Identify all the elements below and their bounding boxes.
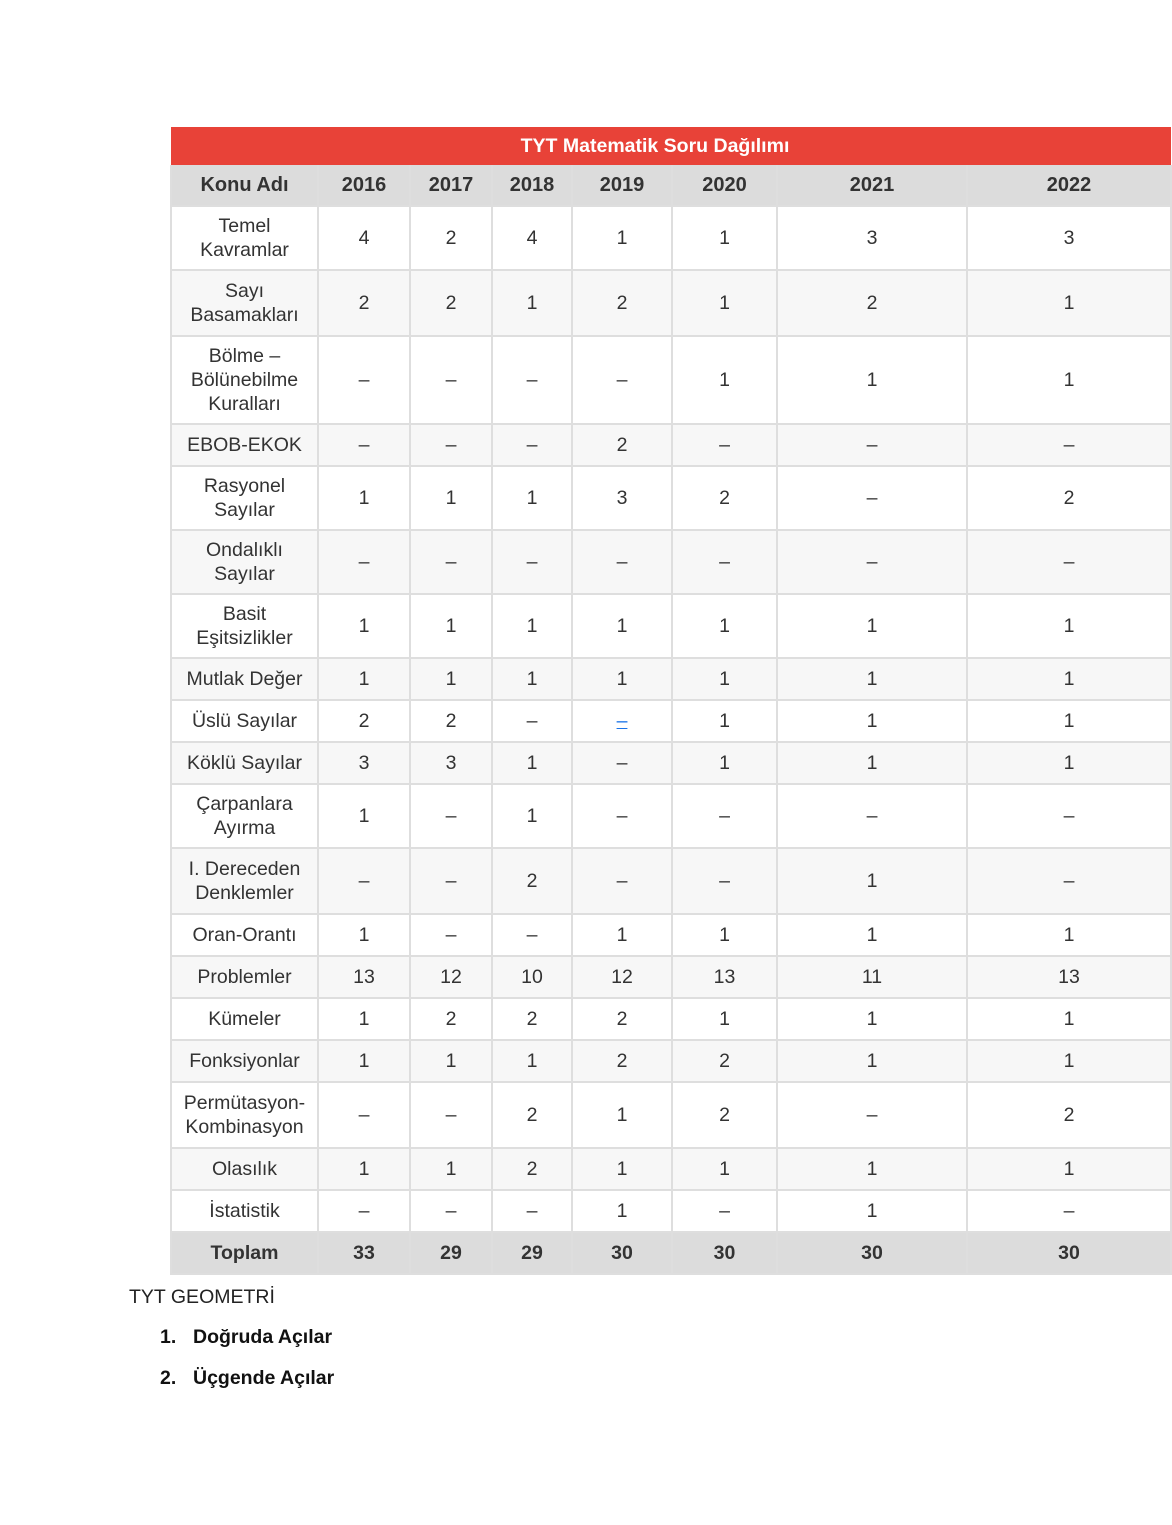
question-count-cell: 1: [777, 998, 967, 1040]
question-count-cell: 1: [572, 206, 672, 270]
question-count-cell: –: [777, 424, 967, 466]
question-count-cell: –: [572, 336, 672, 424]
table-row: [171, 1040, 1171, 1082]
table-body: [171, 206, 1171, 1274]
table-row: [171, 998, 1171, 1040]
table-row: [171, 1082, 1171, 1148]
question-count-cell: 1: [967, 336, 1171, 424]
question-count-cell: 2: [777, 270, 967, 336]
column-header-year: 2022: [967, 165, 1171, 206]
question-count-cell: –: [672, 1190, 777, 1232]
question-count-cell: 2: [672, 1082, 777, 1148]
question-count-cell: 1: [777, 742, 967, 784]
question-count-cell: –: [777, 466, 967, 530]
question-count-cell: 1: [572, 1082, 672, 1148]
question-count-cell: –: [410, 336, 492, 424]
question-count-cell: 1: [967, 270, 1171, 336]
question-count-cell: 13: [672, 956, 777, 998]
question-count-cell: 1: [672, 700, 777, 742]
question-count-cell: 1: [318, 594, 410, 658]
question-count-cell: –: [967, 784, 1171, 848]
question-count-cell: 2: [672, 1040, 777, 1082]
column-header-year: 2020: [672, 165, 777, 206]
list-number: 1.: [160, 1326, 177, 1348]
column-header-year: 2019: [572, 165, 672, 206]
total-row: [171, 1232, 1171, 1274]
table-row: [171, 270, 1171, 336]
question-count-cell: –: [318, 848, 410, 914]
question-count-cell: 2: [492, 1148, 572, 1190]
table-title-row: [171, 127, 1171, 165]
question-count-cell: 1: [410, 658, 492, 700]
total-value-cell: 30: [777, 1232, 967, 1274]
question-count-cell: 1: [777, 914, 967, 956]
question-count-cell: 1: [672, 742, 777, 784]
question-count-cell: 1: [672, 594, 777, 658]
math-question-distribution-table: [170, 127, 1172, 1275]
question-count-cell: 1: [672, 336, 777, 424]
question-count-cell: –: [318, 424, 410, 466]
question-count-cell: 2: [572, 1040, 672, 1082]
table-row: [171, 1190, 1171, 1232]
table-row: [171, 956, 1171, 998]
list-number: 2.: [160, 1367, 177, 1389]
question-count-cell: 1: [492, 466, 572, 530]
geometry-topic-list: [160, 1322, 334, 1404]
question-count-cell: 1: [967, 1040, 1171, 1082]
table-row: [171, 848, 1171, 914]
table-row: [171, 742, 1171, 784]
question-count-cell: 1: [967, 1148, 1171, 1190]
column-header-year: 2016: [318, 165, 410, 206]
question-count-cell: –: [777, 1082, 967, 1148]
topic-name-cell: İstatistik: [171, 1190, 318, 1232]
topic-name-cell: Oran-Orantı: [171, 914, 318, 956]
total-value-cell: 29: [410, 1232, 492, 1274]
question-count-cell: 1: [410, 594, 492, 658]
question-count-cell: 1: [318, 784, 410, 848]
column-header-year: 2017: [410, 165, 492, 206]
question-count-cell: –: [572, 784, 672, 848]
question-count-cell: 1: [318, 1148, 410, 1190]
table-row: [171, 424, 1171, 466]
question-count-cell: 11: [777, 956, 967, 998]
question-count-cell: –: [572, 530, 672, 594]
linked-dash[interactable]: –: [616, 710, 628, 732]
question-count-cell: –: [572, 742, 672, 784]
topic-name-cell: Çarpanlara Ayırma: [171, 784, 318, 848]
question-count-cell: 3: [318, 742, 410, 784]
question-count-cell: 1: [492, 594, 572, 658]
question-count-cell: 1: [777, 1190, 967, 1232]
question-count-cell: 1: [492, 742, 572, 784]
question-count-cell: 2: [572, 270, 672, 336]
question-count-cell: –: [492, 1190, 572, 1232]
table-row: [171, 530, 1171, 594]
total-value-cell: 29: [492, 1232, 572, 1274]
topic-name-cell: EBOB-EKOK: [171, 424, 318, 466]
question-count-cell: 2: [318, 700, 410, 742]
question-count-cell: –: [492, 700, 572, 742]
topic-name-cell: Ondalıklı Sayılar: [171, 530, 318, 594]
question-count-cell: –: [318, 336, 410, 424]
column-header-topic: Konu Adı: [171, 165, 318, 206]
question-count-cell: 1: [672, 998, 777, 1040]
total-value-cell: 30: [672, 1232, 777, 1274]
question-count-cell: 13: [318, 956, 410, 998]
topic-name-cell: Permütasyon-Kombinasyon: [171, 1082, 318, 1148]
distribution-table-wrapper: [170, 127, 1092, 1275]
topic-name-cell: Köklü Sayılar: [171, 742, 318, 784]
question-count-cell: [572, 700, 672, 742]
question-count-cell: 1: [777, 658, 967, 700]
total-value-cell: 30: [967, 1232, 1171, 1274]
table-title: [171, 127, 1171, 165]
table-row: [171, 336, 1171, 424]
question-count-cell: 1: [318, 998, 410, 1040]
topic-name-cell: Basit Eşitsizlikler: [171, 594, 318, 658]
topic-name-cell: Bölme – Bölünebilme Kuralları: [171, 336, 318, 424]
question-count-cell: –: [672, 784, 777, 848]
question-count-cell: 2: [967, 466, 1171, 530]
question-count-cell: 1: [492, 270, 572, 336]
total-label-cell: Toplam: [171, 1232, 318, 1274]
table-row: [171, 914, 1171, 956]
question-count-cell: 2: [572, 998, 672, 1040]
question-count-cell: 1: [967, 998, 1171, 1040]
question-count-cell: 3: [572, 466, 672, 530]
total-value-cell: 30: [572, 1232, 672, 1274]
question-count-cell: 3: [777, 206, 967, 270]
question-count-cell: 1: [572, 658, 672, 700]
question-count-cell: 1: [410, 466, 492, 530]
column-header-year: 2021: [777, 165, 967, 206]
question-count-cell: 1: [318, 658, 410, 700]
question-count-cell: –: [492, 914, 572, 956]
geometry-topic-item: [160, 1363, 334, 1404]
question-count-cell: 2: [572, 424, 672, 466]
question-count-cell: –: [410, 424, 492, 466]
question-count-cell: –: [967, 424, 1171, 466]
question-count-cell: –: [410, 530, 492, 594]
table-row: [171, 206, 1171, 270]
question-count-cell: 1: [777, 1148, 967, 1190]
question-count-cell: 1: [492, 1040, 572, 1082]
question-count-cell: –: [672, 530, 777, 594]
question-count-cell: 1: [777, 594, 967, 658]
question-count-cell: 1: [777, 848, 967, 914]
question-count-cell: –: [492, 530, 572, 594]
question-count-cell: –: [672, 424, 777, 466]
question-count-cell: 1: [672, 270, 777, 336]
question-count-cell: 1: [572, 1148, 672, 1190]
question-count-cell: 2: [967, 1082, 1171, 1148]
question-count-cell: 12: [410, 956, 492, 998]
question-count-cell: 3: [967, 206, 1171, 270]
question-count-cell: 1: [777, 336, 967, 424]
question-count-cell: 4: [318, 206, 410, 270]
question-count-cell: 1: [410, 1040, 492, 1082]
table-row: [171, 658, 1171, 700]
question-count-cell: 1: [777, 700, 967, 742]
question-count-cell: 1: [318, 466, 410, 530]
topic-name-cell: Problemler: [171, 956, 318, 998]
topic-name-cell: Üslü Sayılar: [171, 700, 318, 742]
question-count-cell: 2: [492, 998, 572, 1040]
question-count-cell: 1: [967, 594, 1171, 658]
topic-name-cell: Olasılık: [171, 1148, 318, 1190]
topic-name-cell: Sayı Basamakları: [171, 270, 318, 336]
topic-name-cell: Mutlak Değer: [171, 658, 318, 700]
question-count-cell: –: [492, 424, 572, 466]
question-count-cell: 2: [410, 206, 492, 270]
question-count-cell: 1: [318, 914, 410, 956]
question-count-cell: 10: [492, 956, 572, 998]
question-count-cell: 2: [318, 270, 410, 336]
question-count-cell: –: [410, 848, 492, 914]
geometry-topic-label: Üçgende Açılar: [193, 1367, 335, 1389]
question-count-cell: –: [967, 1190, 1171, 1232]
table-row: [171, 594, 1171, 658]
topic-name-cell: Kümeler: [171, 998, 318, 1040]
question-count-cell: 1: [572, 594, 672, 658]
question-count-cell: 1: [967, 658, 1171, 700]
question-count-cell: 1: [672, 206, 777, 270]
question-count-cell: 1: [492, 658, 572, 700]
topic-name-cell: Temel Kavramlar: [171, 206, 318, 270]
topic-name-cell: Fonksiyonlar: [171, 1040, 318, 1082]
question-count-cell: 1: [672, 914, 777, 956]
question-count-cell: –: [572, 848, 672, 914]
geometry-section-title: TYT GEOMETRİ: [129, 1286, 275, 1308]
question-count-cell: 1: [318, 1040, 410, 1082]
question-count-cell: 1: [572, 914, 672, 956]
question-count-cell: 12: [572, 956, 672, 998]
column-header-year: 2018: [492, 165, 572, 206]
question-count-cell: –: [967, 530, 1171, 594]
question-count-cell: 13: [967, 956, 1171, 998]
total-value-cell: 33: [318, 1232, 410, 1274]
question-count-cell: 2: [492, 848, 572, 914]
question-count-cell: –: [410, 784, 492, 848]
question-count-cell: 1: [967, 700, 1171, 742]
question-count-cell: 1: [492, 784, 572, 848]
question-count-cell: –: [967, 848, 1171, 914]
table-row: [171, 700, 1171, 742]
question-count-cell: 1: [967, 742, 1171, 784]
question-count-cell: 1: [967, 914, 1171, 956]
question-count-cell: 3: [410, 742, 492, 784]
question-count-cell: –: [318, 1190, 410, 1232]
question-count-cell: –: [410, 1082, 492, 1148]
question-count-cell: 1: [572, 1190, 672, 1232]
question-count-cell: –: [410, 1190, 492, 1232]
question-count-cell: 2: [492, 1082, 572, 1148]
question-count-cell: –: [492, 336, 572, 424]
question-count-cell: 1: [672, 1148, 777, 1190]
topic-name-cell: Rasyonel Sayılar: [171, 466, 318, 530]
question-count-cell: 2: [410, 270, 492, 336]
question-count-cell: –: [410, 914, 492, 956]
question-count-cell: 1: [777, 1040, 967, 1082]
question-count-cell: –: [672, 848, 777, 914]
geometry-topic-label: Doğruda Açılar: [193, 1326, 333, 1348]
question-count-cell: –: [777, 784, 967, 848]
question-count-cell: –: [318, 1082, 410, 1148]
question-count-cell: –: [777, 530, 967, 594]
table-header-row: [171, 165, 1171, 206]
table-row: [171, 1148, 1171, 1190]
table-title-text: TYT Matematik Soru Dağılımı: [520, 135, 790, 157]
table-row: [171, 466, 1171, 530]
question-count-cell: 2: [672, 466, 777, 530]
topic-name-cell: I. Dereceden Denklemler: [171, 848, 318, 914]
question-count-cell: 1: [410, 1148, 492, 1190]
question-count-cell: –: [318, 530, 410, 594]
question-count-cell: 2: [410, 998, 492, 1040]
question-count-cell: 4: [492, 206, 572, 270]
table-row: [171, 784, 1171, 848]
geometry-topic-item: [160, 1322, 334, 1363]
question-count-cell: 1: [672, 658, 777, 700]
question-count-cell: 2: [410, 700, 492, 742]
